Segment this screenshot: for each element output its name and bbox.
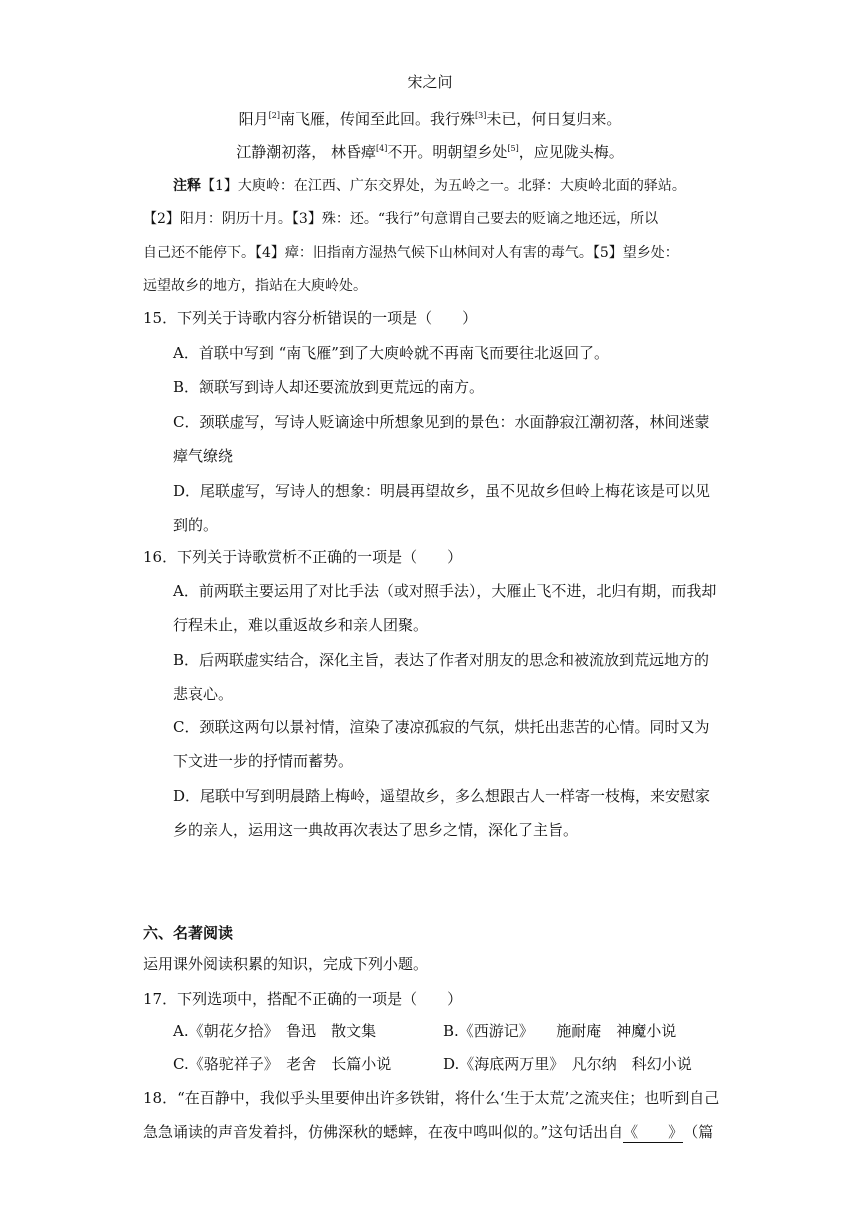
- q18-line-1: 18．“在百静中，我似乎头里要伸出许多铁钳，将什么‘生于太荒’之流夹住；也听到自己: [143, 1089, 720, 1107]
- q15-option-a: A．首联中写到 “南飞雁”到了大庾岭就不再南飞而要往北返回了。: [173, 344, 609, 362]
- q16-option-c-cont: 下文进一步的抒情而蓄势。: [173, 752, 354, 770]
- q15-option-b: B．颔联写到诗人却还要流放到更荒远的南方。: [173, 378, 485, 396]
- q16-option-c: C．颈联这两句以景衬情，渲染了凄凉孤寂的气氛，烘托出悲苦的心情。同时又为: [173, 718, 710, 736]
- notes-label: 注释: [173, 178, 201, 194]
- poem-author: 宋之问: [407, 73, 453, 91]
- q17-stem: 17．下列选项中，搭配不正确的一项是（ ）: [143, 990, 463, 1008]
- poem-line-2: 江静潮初落， 林昏瘴[4]不开。明朝望乡处[5]，应见陇头梅。: [236, 143, 624, 161]
- q17-option-b: B.《西游记》 施耐庵 神魔小说: [443, 1022, 677, 1040]
- notes-line-3: 自己还不能停下。【4】瘴：旧指南方湿热气候下山林间对人有害的毒气。【5】望乡处：: [143, 245, 679, 261]
- q15-option-c-cont: 瘴气缭绕: [173, 447, 234, 465]
- q16-option-a-cont: 行程未止，难以重返故乡和亲人团聚。: [173, 616, 429, 634]
- answer-blank[interactable]: 《 》: [623, 1123, 684, 1141]
- q17-option-c: C.《骆驼祥子》 老舍 长篇小说: [173, 1055, 392, 1073]
- q17-option-a: A.《朝花夕拾》 鲁迅 散文集: [173, 1022, 377, 1040]
- q16-option-d: D．尾联中写到明晨踏上梅岭，遥望故乡，多么想跟古人一样寄一枝梅，来安慰家: [173, 787, 711, 805]
- q15-option-c: C．颈联虚写，写诗人贬谪途中所想象见到的景色：水面静寂江潮初落，林间迷蒙: [173, 413, 710, 431]
- section-heading: 六、名著阅读: [143, 924, 234, 942]
- q15-stem: 15．下列关于诗歌内容分析错误的一项是（ ）: [143, 309, 478, 327]
- q16-stem: 16．下列关于诗歌赏析不正确的一项是（ ）: [143, 548, 463, 566]
- q17-option-d: D.《海底两万里》 凡尔纳 科幻小说: [443, 1055, 692, 1073]
- section-intro: 运用课外阅读积累的知识，完成下列小题。: [143, 955, 429, 973]
- notes-line-1: 注释【1】大庾岭：在江西、广东交界处，为五岭之一。北驿：大庾岭北面的驿站。: [173, 178, 686, 194]
- q16-option-b: B．后两联虚实结合，深化主旨，表达了作者对朋友的思念和被流放到荒远地方的: [173, 651, 710, 669]
- notes-line-4: 远望故乡的地方，指站在大庾岭处。: [143, 278, 367, 294]
- notes-line-2: 【2】阳月：阴历十月。【3】殊：还。“我行”句意谓自己要去的贬谪之地还远，所以: [143, 211, 659, 227]
- q15-option-d: D．尾联虚写，写诗人的想象：明晨再望故乡，虽不见故乡但岭上梅花该是可以见: [173, 482, 711, 500]
- q18-line-2: 急急诵读的声音发着抖，仿佛深秋的蟋蟀，在夜中鸣叫似的。”这句话出自《 》（篇: [143, 1123, 714, 1141]
- q16-option-d-cont: 乡的亲人，运用这一典故再次表达了思乡之情，深化了主旨。: [173, 821, 579, 839]
- poem-line-1: 阳月[2]南飞雁，传闻至此回。我行殊[3]未已，何日复归来。: [238, 110, 622, 128]
- q16-option-b-cont: 悲哀心。: [173, 685, 234, 703]
- q15-option-d-cont: 到的。: [173, 516, 219, 534]
- q16-option-a: A．前两联主要运用了对比手法（或对照手法），大雁止飞不进，北归有期，而我却: [173, 582, 717, 600]
